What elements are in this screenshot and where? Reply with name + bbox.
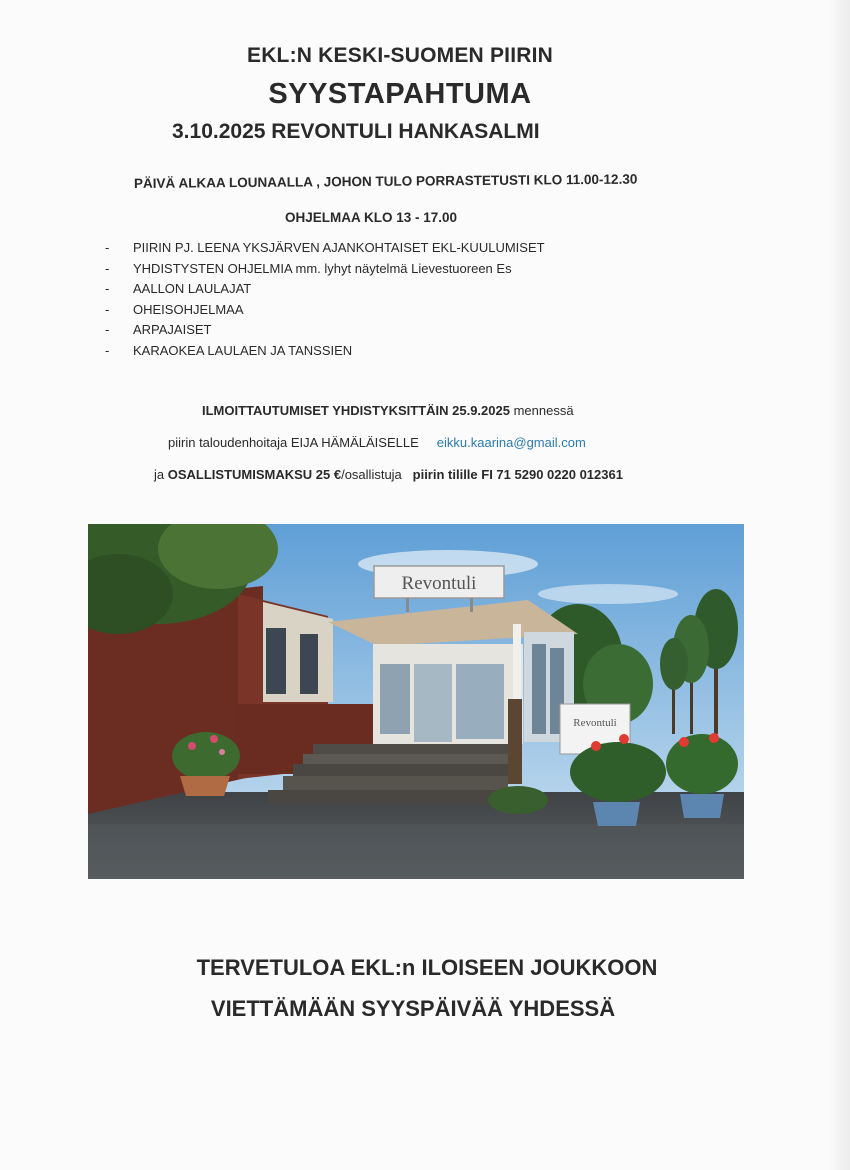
event-title: SYYSTAPAHTUMA [268,78,532,110]
list-item [105,240,545,261]
program-title: OHJELMAA KLO 13 - 17.00 [285,210,458,225]
list-bullet: - [105,281,110,296]
list-item-text: KARAOKEA LAULAEN JA TANSSIEN [133,342,353,358]
email-link[interactable]: eikku.kaarina@gmail.com [436,435,586,450]
registration-deadline [202,403,574,418]
list-item [105,322,545,343]
account-prefix: piirin tilille [412,467,482,482]
list-item-text: ARPAJAISET [133,322,212,337]
list-item-text: PIIRIN PJ. LEENA YKSJÄRVEN AJANKOHTAISET EKL-KUULUMISET [133,240,545,255]
treasurer-line [168,435,586,450]
registration-suffix: mennessä [509,403,574,418]
registration-main: ILMOITTAUTUMISET YHDISTYKSITTÄIN 25.9.2025 [202,403,510,418]
district-title: EKL:N KESKI-SUOMEN PIIRIN [246,44,553,67]
treasurer-prefix: piirin taloudenhoitaja [168,435,291,450]
fee-label: OSALLISTUMISMAKSU 25 € [167,467,342,482]
list-bullet: - [105,322,110,337]
event-date-location: 3.10.2025 REVONTULI HANKASALMI [172,120,540,143]
program-list [105,240,545,363]
list-bullet: - [105,342,110,358]
list-item-text: YHDISTYSTEN OHJELMIA mm. lyhyt näytelmä Lievestuoreen Es [133,260,512,276]
venue-sign: Revontuli [401,573,477,594]
lunch-info: PÄIVÄ ALKAA LOUNAALLA , JOHON TULO PORRASTETUSTI KLO 11.00-12.30 [133,171,638,191]
small-venue-sign: Revontuli [573,717,617,729]
list-bullet: - [105,260,110,276]
account-number: FI 71 5290 0220 012361 [481,467,623,482]
list-bullet: - [105,240,110,255]
list-item-text: AALLON LAULAJAT [133,281,252,296]
welcome-line-2: VIETTÄMÄÄN SYYSPÄIVÄÄ YHDESSÄ [210,996,616,1021]
venue-photo [88,524,744,879]
paper-edge-shadow [828,0,850,1170]
treasurer-name: EIJA HÄMÄLÄISELLE [290,435,419,450]
fee-line [154,467,623,482]
list-bullet: - [105,301,110,317]
list-item [105,261,545,282]
list-item [105,281,545,302]
welcome-line-1: TERVETULOA EKL:n ILOISEEN JOUKKOON [196,955,658,980]
fee-unit: /osallistuja [341,467,402,482]
list-item-text: OHEISOHJELMAA [133,301,244,317]
list-item [105,302,545,323]
fee-prefix: ja [154,467,168,482]
list-item [105,343,545,364]
